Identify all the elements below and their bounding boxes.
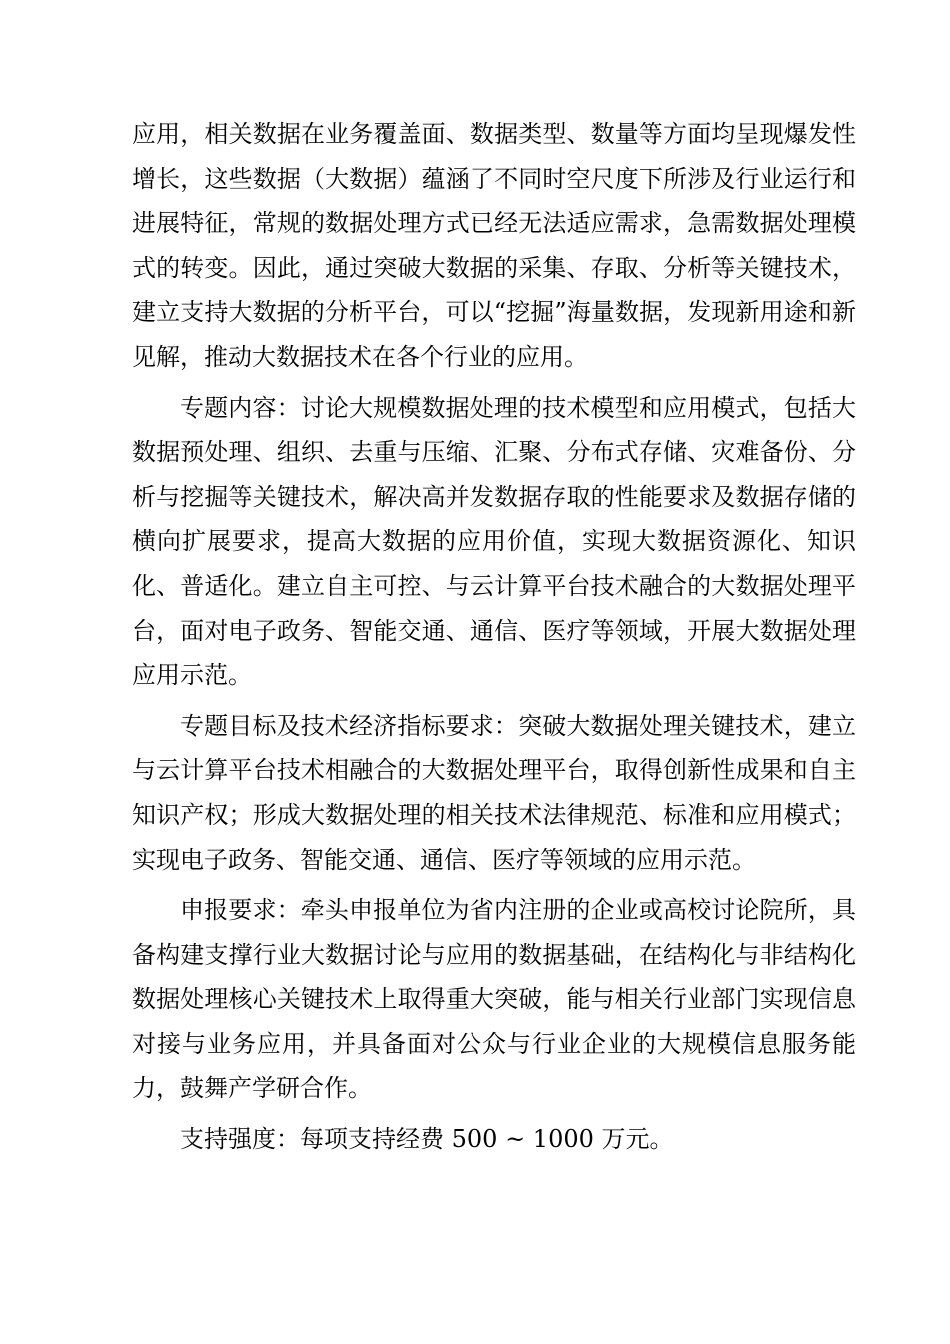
paragraph-topic-content: 专题内容：讨论大规模数据处理的技术模型和应用模式，包括大数据预处理、组织、去重与压缩、汇聚、分布式存储、灾难备份、分析与挖掘等关键技术，解决高并发数据存取的性能要求及数据存储的横向扩展要求，提高大数据的应用价值，实现大数据资源化、知识化、普适化。建立自主可控、与云计算平台技术融合的大数据处理平台，面对电子政务、智能交通、通信、医疗等领域，开展大数据处理应用示范。 bbox=[132, 393, 856, 690]
paragraph-topic-goals: 专题目标及技术经济指标要求：突破大数据处理关键技术，建立与云计算平台技术相融合的大数据处理平台，取得创新性成果和自主知识产权；形成大数据处理的相关技术法律规范、标准和应用模式；实现电子政务、智能交通、通信、医疗等领域的应用示范。 bbox=[132, 711, 856, 874]
paragraph-background: 应用，相关数据在业务覆盖面、数据类型、数量等方面均呈现爆发性增长，这些数据（大数据）蕴涵了不同时空尺度下所涉及行业运行和进展特征，常规的数据处理方式已经无法适应需求，急需数据处理模式的转变。因此，通过突破大数据的采集、存取、分析等关键技术，建立支持大数据的分析平台，可以“挖掘”海量数据，发现新用途和新见解，推动大数据技术在各个行业的应用。 bbox=[132, 120, 856, 371]
document-body bbox=[132, 112, 856, 1168]
paragraph-funding: 支持强度：每项支持经费 500 ~ 1000 万元。 bbox=[180, 1125, 674, 1154]
paragraph-application-requirements: 申报要求：牵头申报单位为省内注册的企业或高校讨论院所，具备构建支撑行业大数据讨论与应用的数据基础，在结构化与非结构化数据处理核心关键技术上取得重大突破，能与相关行业部门实现信息对接与业务应用，并具备面对公众与行业企业的大规模信息服务能力，鼓舞产学研合作。 bbox=[132, 896, 856, 1103]
